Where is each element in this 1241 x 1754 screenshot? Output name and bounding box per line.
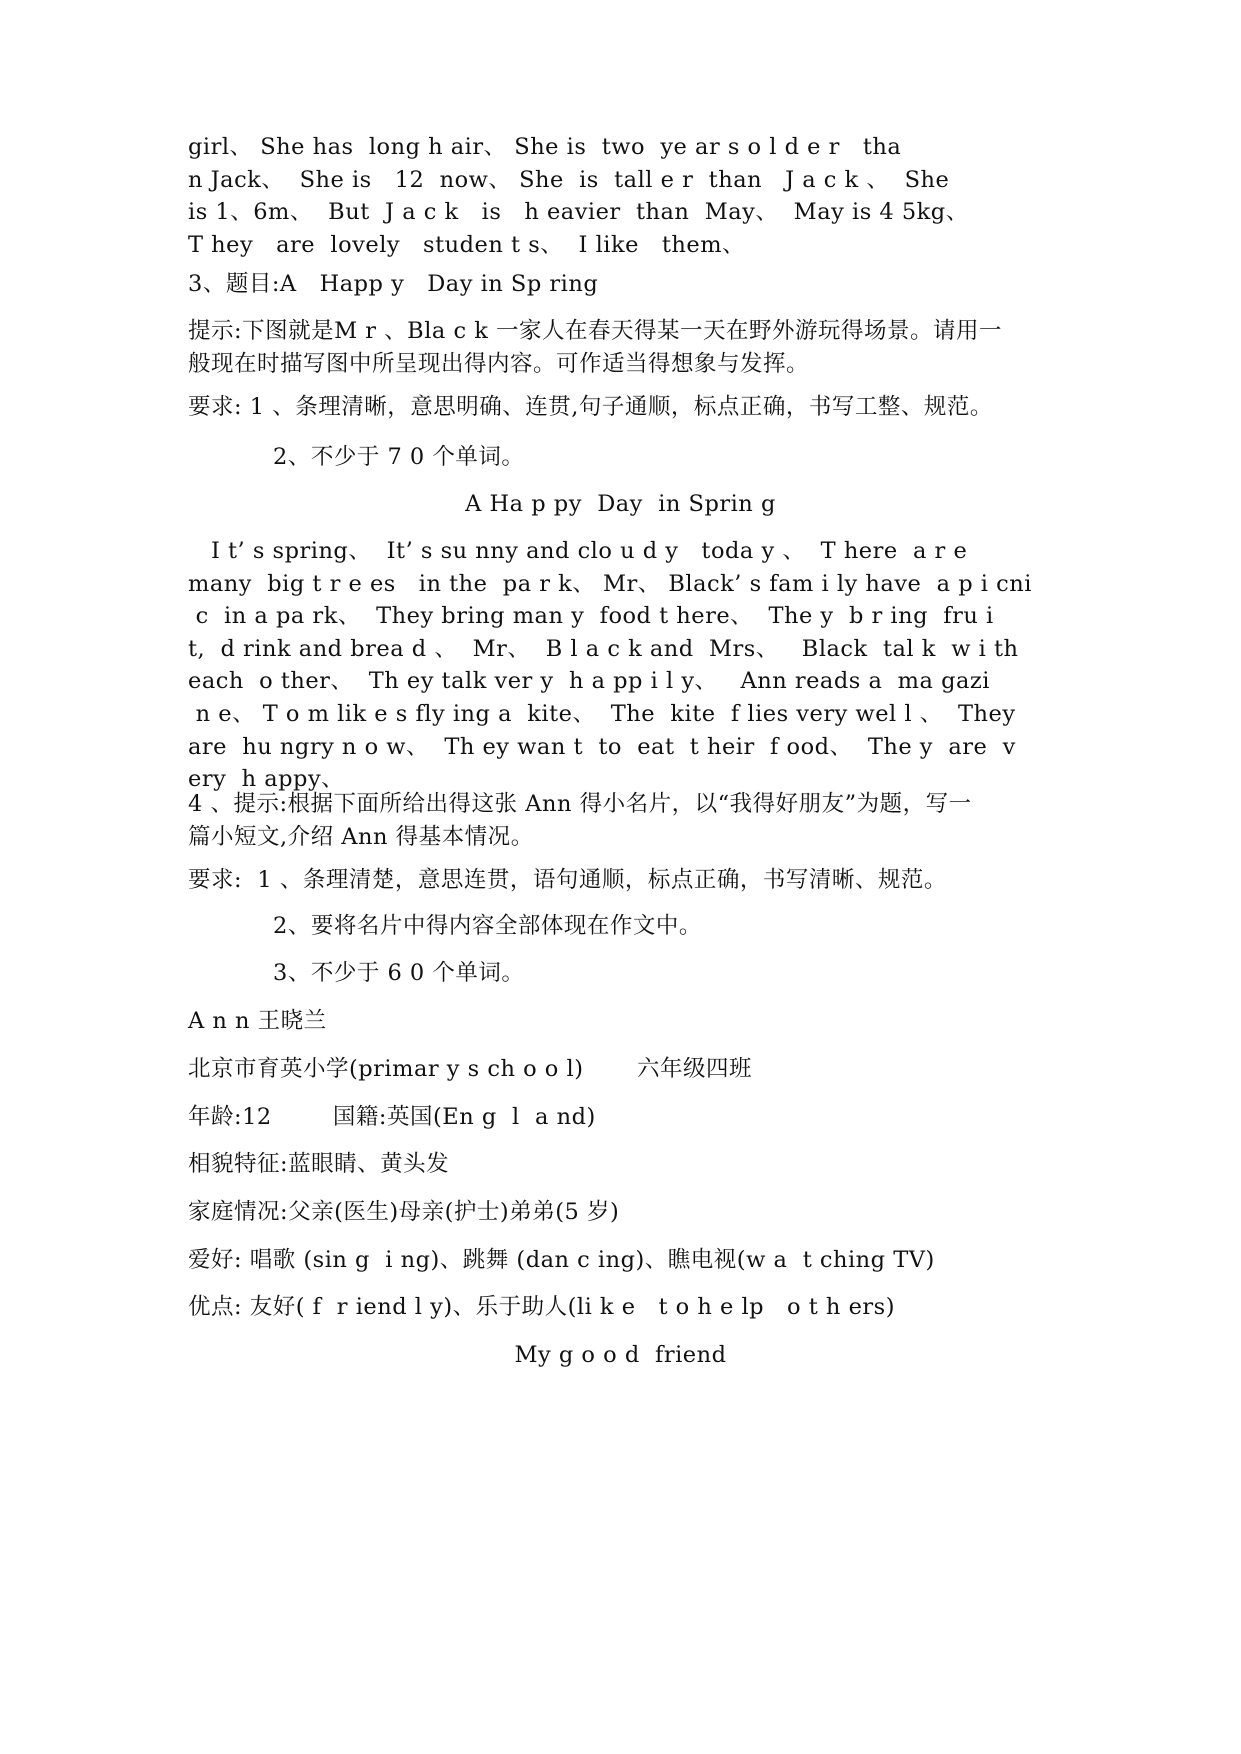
- essay-line: n e、 T o m lik e s fly ing a kite、 The kite f lies very wel l 、 They: [188, 700, 1016, 727]
- question-4-requirement-3: 3、不少于 6 0 个单词。: [273, 960, 525, 986]
- essay-title-happy-day: A Ha p py Day in Sprin g: [465, 491, 776, 517]
- essay-line: t, d rink and brea d 、 Mr、 B l a c k and Mrs、 Black tal k w i th: [188, 635, 1019, 662]
- text-line: n Jack、 She is 12 now、 She is tall e r than J a c k 、 She: [188, 166, 950, 193]
- question-3-hint: [188, 320, 1088, 385]
- name-card-family: 家庭情况:父亲(医生)母亲(护士)弟弟(5 岁): [188, 1199, 620, 1225]
- essay-line: are hu ngry n o w、 Th ey wan t to eat t heir f ood、 The y are v: [188, 733, 1016, 760]
- name-card-age-nationality: 年龄:12 国籍:英国(En g l a nd): [188, 1104, 596, 1130]
- question-4-hint: [188, 793, 1088, 858]
- text-line: T hey are lovely studen t s、 I like them、: [188, 231, 746, 258]
- essay-title-my-good-friend: My g o o d friend: [514, 1342, 727, 1368]
- hint-line: 4 、提示:根据下面所给出得这张 Ann 得小名片，以“我得好朋友”为题，写一: [188, 791, 972, 817]
- essay-line: c in a pa rk、 They bring man y food t here、 The y b r ing fru i: [188, 603, 994, 630]
- name-card-hobbies: 爱好: 唱歌 (sin g i ng)、跳舞 (dan c ing)、瞧电视(w a t ching TV): [188, 1247, 935, 1273]
- question-3-requirement-1: 要求: 1 、条理清晰，意思明确、连贯,句子通顺，标点正确，书写工整、规范。: [188, 394, 993, 420]
- question-3-title: 3、题目:A Happ y Day in Sp ring: [188, 271, 599, 297]
- essay-line: I t’ s spring、 It’ s su nny and clo u d y toda y 、 T here a r e: [188, 538, 968, 564]
- name-card-strengths: 优点: 友好( f r iend l y)、乐于助人(li k e t o h e lp o t h ers): [188, 1294, 895, 1320]
- essay-line: each o ther、 Th ey talk ver y h a pp i l y、 Ann reads a ma gazi: [188, 668, 990, 695]
- paragraph-may-description: [188, 136, 1088, 266]
- text-line: girl、 She has long h air、 She is two ye ar s o l d e r tha: [188, 134, 902, 160]
- name-card-school: 北京市育英小学(primar y s ch o o l) 六年级四班: [188, 1056, 753, 1082]
- essay-line: ery h appy、: [188, 766, 345, 793]
- essay-line: many big t r e es in the pa r k、 Mr、 Black’ s fam i ly have a p i cni: [188, 570, 1032, 597]
- question-3-requirement-2: 2、不少于 7 0 个单词。: [273, 444, 525, 470]
- hint-line: 提示:下图就是M r 、Bla c k 一家人在春天得某一天在野外游玩得场景。请用一: [188, 318, 1003, 344]
- name-card-name: A n n 王晓兰: [188, 1008, 327, 1034]
- essay-happy-day-body: [188, 540, 1088, 801]
- name-card-appearance: 相貌特征:蓝眼睛、黄头发: [188, 1151, 450, 1177]
- question-4-requirement-1: 要求: 1 、条理清楚，意思连贯，语句通顺，标点正确，书写清晰、规范。: [188, 867, 947, 893]
- question-4-requirement-2: 2、要将名片中得内容全部体现在作文中。: [273, 913, 702, 939]
- hint-line: 般现在时描写图中所呈现出得内容。可作适当得想象与发挥。: [188, 350, 810, 377]
- hint-line: 篇小短文,介绍 Ann 得基本情况。: [188, 823, 534, 850]
- text-line: is 1、6m、 But J a c k is h eavier than May、 May is 4 5kg、: [188, 199, 969, 226]
